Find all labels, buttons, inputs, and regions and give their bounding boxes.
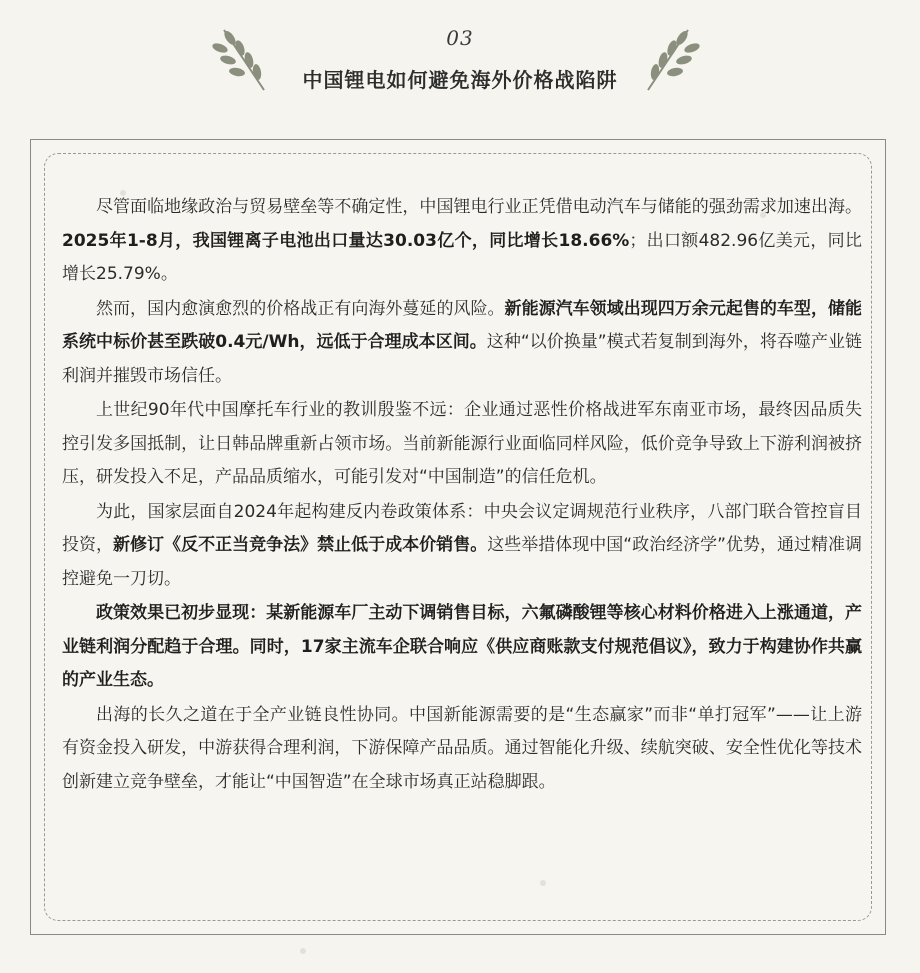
section-number: 03 [446,26,474,50]
text-segment: 这些举措体现中国“政治经济学”优势，通过精准调控避免一刀切。 [62,535,863,589]
text-segment: 尽管面临地缘政治与贸易壁垒等不确定性，中国锂电行业正凭借电动汽车与储能的强劲需求加速出海。 [96,197,862,217]
text-segment: 然而，国内愈演愈烈的价格战正有向海外蔓延的风险。 [96,298,505,319]
text-segment: 上世纪90年代中国摩托车行业的教训殷鉴不远：企业通过恶性价格战进军东南亚市场，最终因品质失控引发多国抵制，让日韩品牌重新占领市场。当前新能源行业面临同样风险，低价竞争导致上下游利润被挤压，研发投入不足，产品品质缩水，可能引发对“中国制造”的信任危机。 [62,400,862,487]
bold-text-segment: 新能源汽车领域出现四万余元起售的车型，储能系统中标价甚至跌破0.4元/Wh，远低于合理成本区间。 [62,298,863,352]
paragraph [62,699,862,800]
bold-text-segment: 2025年1-8月，我国锂离子电池出口量达30.03亿个，同比增长18.66% [62,230,630,251]
paper-speck [300,948,306,954]
laurel-branch-right-icon [640,24,700,94]
section-header [0,0,920,130]
bold-text-segment: 政策效果已初步显现：某新能源车厂主动下调销售目标，六氟磷酸锂等核心材料价格进入上涨通道，产业链利润分配趋于合理。同时，17家主流车企联合响应《供应商账款支付规范倡议》，致力于构建协作共赢的产业生态。 [62,603,862,690]
paragraph [62,597,862,698]
text-segment: ；出口额482.96亿美元，同比增长25.79%。 [62,230,863,284]
text-segment: 这种“以价换量”模式若复制到海外，将吞噬产业链利润并摧毁市场信任。 [62,332,862,386]
article-body [62,191,862,800]
paragraph [62,191,862,292]
page-title: 中国锂电如何避免海外价格战陷阱 [302,68,618,92]
paragraph [62,293,862,394]
paper-speck [540,880,546,886]
paragraph [62,394,862,495]
text-segment: 为此，国家层面自2024年起构建反内卷政策体系：中央会议定调规范行业秩序，八部门联合管控盲目投资， [62,501,862,555]
bold-text-segment: 新修订《反不正当竞争法》禁止低于成本价销售。 [113,535,488,555]
paragraph [62,496,862,597]
text-segment: 出海的长久之道在于全产业链良性协同。中国新能源需要的是“生态赢家”而非“单打冠军”——让上游有资金投入研发，中游获得合理利润，下游保障产品品质。通过智能化升级、续航突破、安全性优化等技术创新建立竞争壁垒，才能让“中国智造”在全球市场真正站稳脚跟。 [62,704,862,792]
